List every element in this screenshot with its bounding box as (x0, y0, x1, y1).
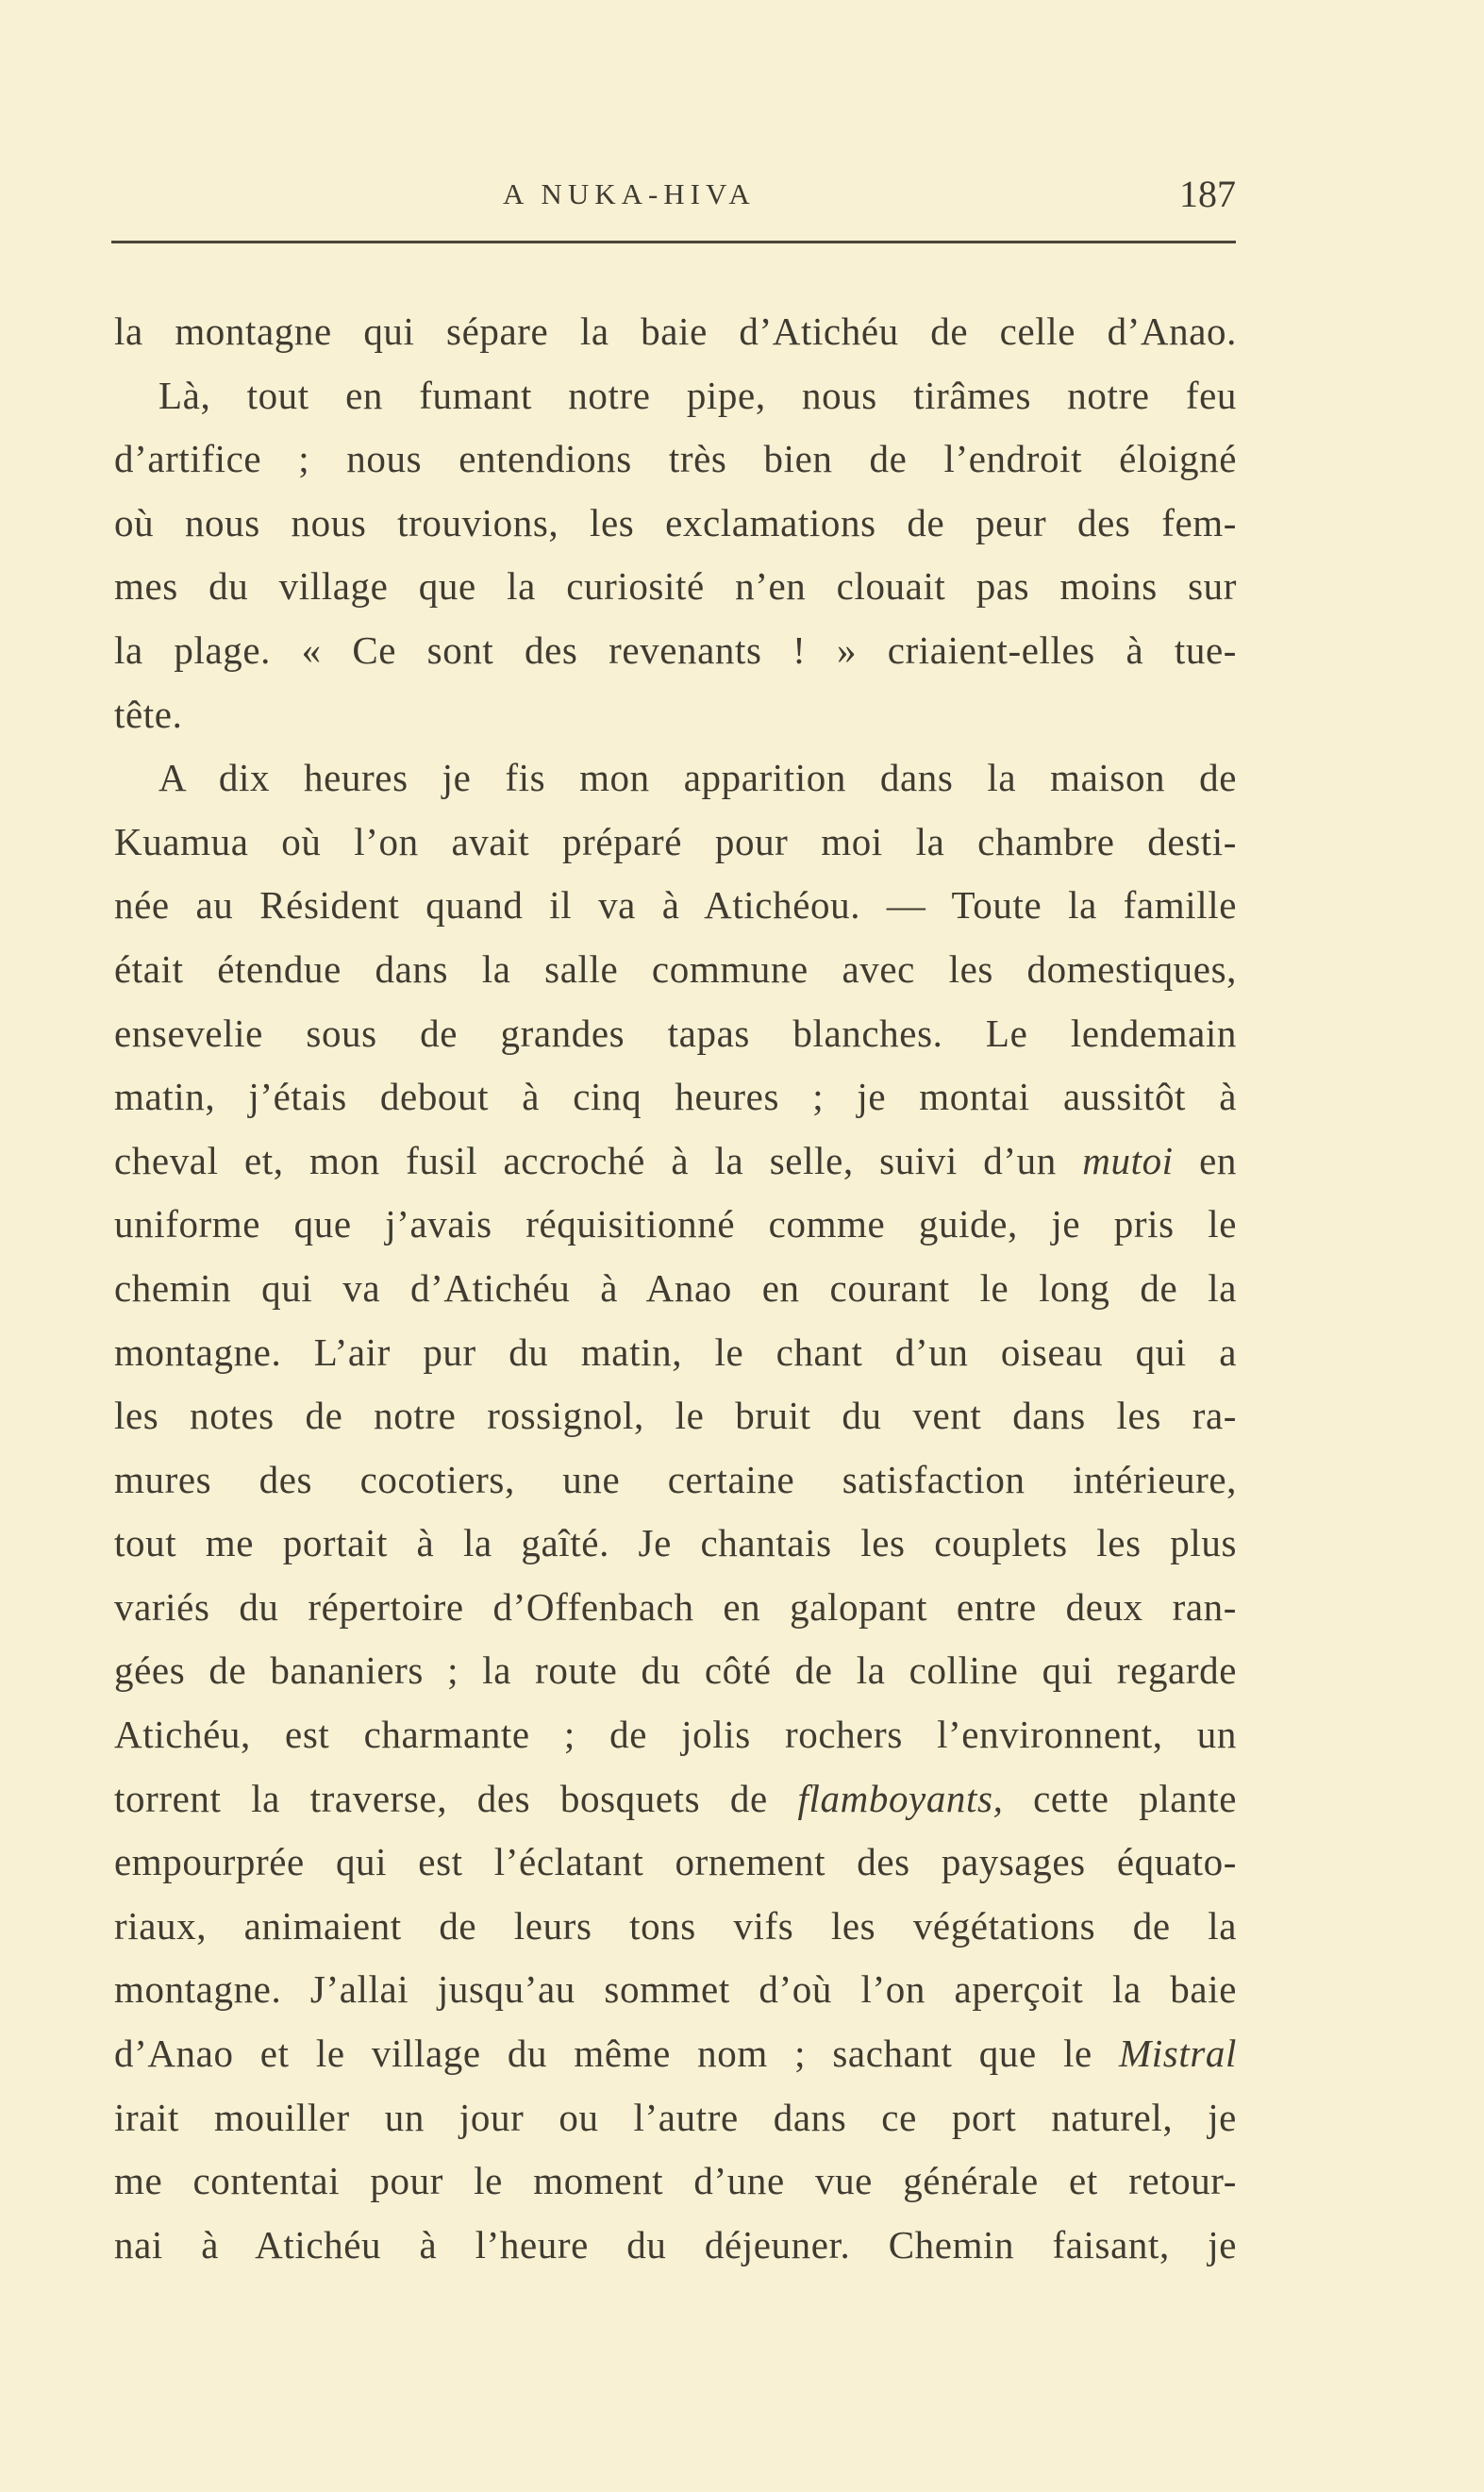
text-line (114, 1703, 1237, 1767)
text-segment: tête. (114, 692, 183, 736)
text-segment: A dix heures je fis mon apparition dans la maison de (158, 756, 1237, 800)
text-line (114, 1321, 1237, 1385)
text-segment: la montagne qui sépare la baie d’Atichéu de celle d’Anao. (114, 309, 1237, 353)
text-line (114, 1895, 1237, 1959)
text-segment: était étendue dans la salle commune avec les domestiques, (114, 946, 1237, 991)
text-line (114, 1767, 1237, 1831)
text-line (114, 1512, 1237, 1576)
text-line (114, 874, 1237, 938)
text-segment: torrent la traverse, des bosquets de (114, 1776, 798, 1820)
text-segment: riaux, animaient de leurs tons vifs les végétations de la (114, 1903, 1237, 1948)
text-line (114, 364, 1237, 428)
text-segment: cette plante (1003, 1776, 1237, 1820)
text-segment: mures des cocotiers, une certaine satisfaction intérieure, (114, 1457, 1237, 1501)
page-header (111, 170, 1236, 226)
italic-text: mutoi (1082, 1138, 1174, 1182)
body-text (114, 300, 1237, 2277)
text-line (114, 683, 1237, 747)
text-segment: en (1173, 1138, 1238, 1182)
text-segment: Atichéu, est charmante ; de jolis rochers l’environnent, un (114, 1713, 1237, 1757)
text-line (114, 2214, 1237, 2278)
text-segment: les notes de notre rossignol, le bruit du vent dans les ra- (114, 1394, 1237, 1438)
text-line (114, 427, 1237, 492)
paragraph (114, 746, 1237, 2277)
text-segment: irait mouiller un jour ou l’autre dans ce port naturel, je (114, 2095, 1237, 2139)
page-number: 187 (1179, 173, 1236, 215)
text-segment: ensevelie sous de grandes tapas blanches. Le lendemain (114, 1011, 1237, 1055)
text-segment: variés du répertoire d’Offenbach en galopant entre deux ran- (114, 1584, 1237, 1629)
text-segment: Là, tout en fumant notre pipe, nous tirâmes notre feu (158, 373, 1237, 417)
text-line (114, 1257, 1237, 1321)
text-segment: née au Résident quand il va à Atichéou. — Toute la famille (114, 883, 1237, 928)
text-line (114, 300, 1237, 364)
header-rule (111, 241, 1236, 243)
text-line (114, 555, 1237, 619)
text-segment: montagne. J’allai jusqu’au sommet d’où l’on aperçoit la baie (114, 1967, 1237, 2012)
text-line (114, 2086, 1237, 2150)
text-segment: où nous nous trouvions, les exclamations de peur des fem- (114, 500, 1237, 544)
text-segment: chemin qui va d’Atichéu à Anao en courant le long de la (114, 1265, 1237, 1310)
text-segment: tout me portait à la gaîté. Je chantais les couplets les plus (114, 1521, 1237, 1565)
text-line (114, 1193, 1237, 1257)
text-line (114, 811, 1237, 875)
text-line (114, 1129, 1237, 1194)
text-segment: nai à Atichéu à l’heure du déjeuner. Chemin faisant, je (114, 2222, 1237, 2266)
text-segment: me contentai pour le moment d’une vue générale et retour- (114, 2159, 1237, 2203)
text-line (114, 2149, 1237, 2214)
text-segment: cheval et, mon fusil accroché à la selle, suivi d’un (114, 1138, 1083, 1182)
paragraph (114, 300, 1237, 364)
text-line (114, 1576, 1237, 1640)
italic-text: Mistral (1119, 2032, 1237, 2076)
text-line (114, 746, 1237, 811)
text-segment: la plage. « Ce sont des revenants ! » criaient-elles à tue- (114, 627, 1237, 672)
text-segment: uniforme que j’avais réquisitionné comme guide, je pris le (114, 1202, 1237, 1246)
paragraph (114, 364, 1237, 747)
text-segment: Kuamua où l’on avait préparé pour moi la chambre desti- (114, 819, 1237, 863)
text-segment: d’artifice ; nous entendions très bien de l’endroit éloigné (114, 437, 1237, 481)
text-line (114, 619, 1237, 683)
text-segment: d’Anao et le village du même nom ; sachant que le (114, 2032, 1120, 2076)
text-line (114, 1831, 1237, 1895)
italic-text: flamboyants, (797, 1776, 1004, 1820)
text-line (114, 2022, 1237, 2086)
text-line (114, 1065, 1237, 1129)
text-line (114, 938, 1237, 1002)
text-line (114, 1384, 1237, 1448)
text-line (114, 492, 1237, 556)
running-title: A NUKA-HIVA (503, 177, 756, 210)
text-line (114, 1002, 1237, 1066)
text-segment: montagne. L’air pur du matin, le chant d’un oiseau qui a (114, 1330, 1237, 1374)
text-segment: empourprée qui est l’éclatant ornement des paysages équato- (114, 1840, 1237, 1884)
text-line (114, 1958, 1237, 2022)
text-line (114, 1639, 1237, 1703)
text-segment: matin, j’étais debout à cinq heures ; je montai aussitôt à (114, 1075, 1237, 1119)
text-segment: gées de bananiers ; la route du côté de la colline qui regarde (114, 1648, 1237, 1693)
text-segment: mes du village que la curiosité n’en clouait pas moins sur (114, 564, 1237, 609)
text-line (114, 1448, 1237, 1513)
